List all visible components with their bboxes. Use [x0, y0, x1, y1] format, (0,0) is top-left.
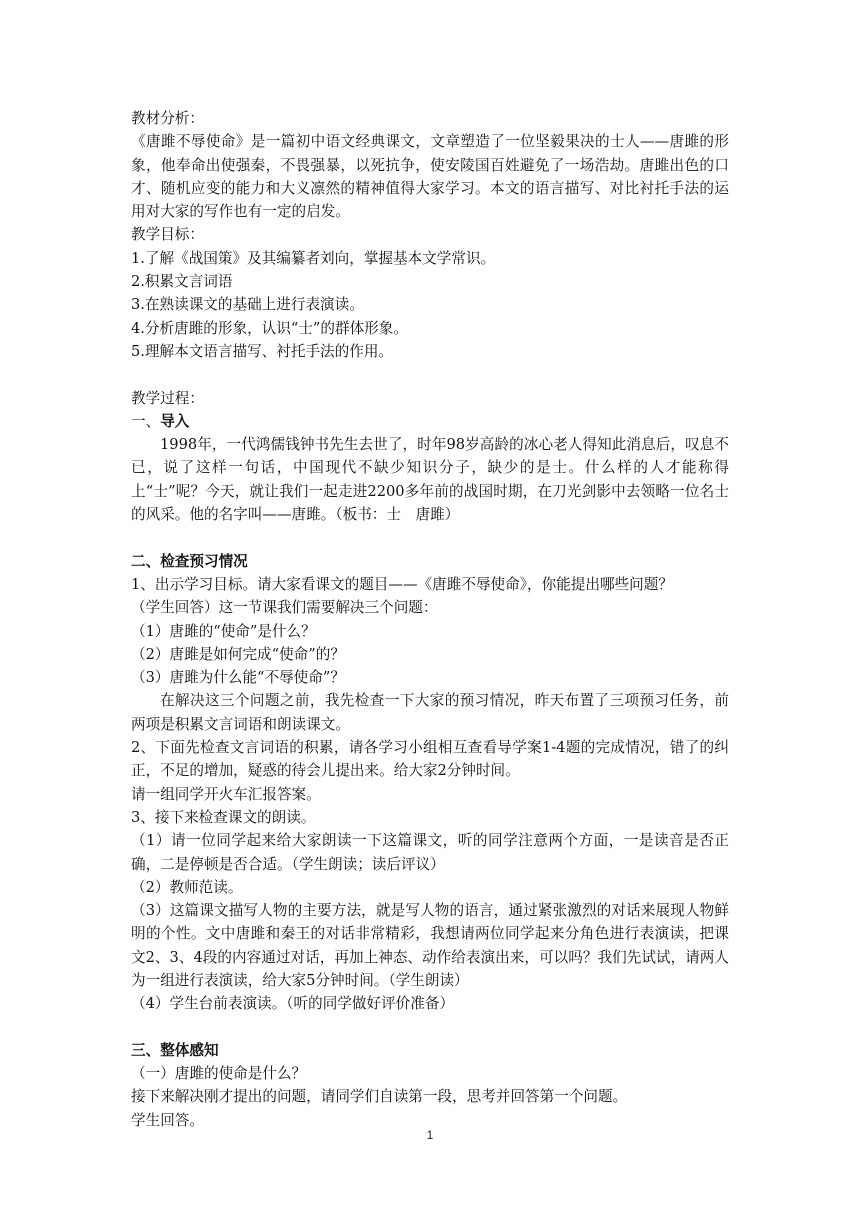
section-1-number: 一、 [131, 412, 161, 430]
section-2-title [131, 550, 729, 573]
section-2-p5: 请一组同学开火车汇报答案。 [131, 785, 321, 803]
section-2-question-3: （3）唐雎为什么能“不辱使命”？ [131, 669, 345, 687]
section-2-p2: （学生回答）这一节课我们需要解决三个问题： [131, 599, 438, 617]
goal-item-3: 3.在熟读课文的基础上进行表演读。 [131, 296, 364, 314]
page-number: 1 [426, 1128, 434, 1142]
section-2-question-1: （1）唐雎的“使命”是什么？ [131, 622, 316, 640]
section-3-p1: 接下来解决刚才提出的问题，请同学们自读第一段，思考并回答第一个问题。 [131, 1088, 628, 1106]
section-1-title [131, 410, 729, 433]
section-2-title-text: 检查预习情况 [160, 552, 248, 570]
goals-heading: 教学目标： [131, 226, 204, 244]
spacer [131, 1016, 729, 1039]
goal-item-5: 5.理解本文语言描写、衬托手法的作用。 [131, 342, 394, 360]
goal-item-1: 1.了解《战国策》及其编纂者刘向，掌握基本文学常识。 [131, 249, 496, 267]
section-3-sub-1: （一）唐雎的使命是什么？ [131, 1065, 307, 1083]
section-2-p1: 1、出示学习目标。请大家看课文的题目——《唐雎不辱使命》，你能提出哪些问题？ [131, 575, 673, 593]
section-2-reading-4: （4）学生台前表演读。（听的同学做好评价准备） [131, 995, 455, 1013]
section-3-title-text: 整体感知 [160, 1041, 219, 1059]
section-1-body: 1998年，一代鸿儒钱钟书先生去世了，时年98岁高龄的冰心老人得知此消息后，叹息不已，说了这样一句话，中国现代不缺少知识分子，缺少的是士。什么样的人才能称得上“士”呢？今天，就让我们一起走进2200多年前的战国时期，在刀光剑影中去领略一位名士的风采。他的名字叫——唐雎。（板书：士 唐雎） [131, 436, 729, 524]
spacer [131, 363, 729, 386]
section-2-p3: 在解决这三个问题之前，我先检查一下大家的预习情况，昨天布置了三项预习任务，前两项是积累文言词语和朗读课文。 [131, 692, 729, 733]
analysis-body: 《唐雎不辱使命》是一篇初中语文经典课文，文章塑造了一位坚毅果决的士人——唐雎的形象，他奉命出使强秦，不畏强暴，以死抗争，使安陵国百姓避免了一场浩劫。唐雎出色的口才、随机应变的能力和大义凛然的精神值得大家学习。本文的语言描写、对比衬托手法的运用对大家的写作也有一定的启发。 [131, 133, 729, 221]
section-3-number: 三、 [131, 1041, 161, 1059]
section-2-p6: 3、接下来检查课文的朗读。 [131, 808, 316, 826]
section-2-p4: 2、下面先检查文言词语的积累，请各学习小组相互查看导学案1-4题的完成情况，错了的纠正，不足的增加，疑惑的待会儿提出来。给大家2分钟时间。 [131, 739, 729, 780]
goal-item-2: 2.积累文言词语 [131, 273, 233, 291]
section-2-reading-1: （1）请一位同学起来给大家朗读一下这篇课文，听的同学注意两个方面，一是读音是否正确，二是停顿是否合适。（学生朗读；读后评议） [131, 832, 729, 873]
document-body [131, 107, 729, 1132]
section-2-reading-2: （2）教师范读。 [131, 878, 243, 896]
section-3-p2: 学生回答。 [131, 1111, 204, 1129]
analysis-heading: 教材分析： [131, 110, 204, 127]
section-2-reading-3: （3）这篇课文描写人物的主要方法，就是写人物的语言，通过紧张激烈的对话来展现人物鲜明的个性。文中唐雎和秦王的对话非常精彩，我想请两位同学起来分角色进行表演读，把课文2、3、4段的内容通过对话，再加上神态、动作给表演出来，可以吗？我们先试试，请两人为一组进行表演读，给大家5分钟时间。（学生朗读） [131, 902, 729, 989]
spacer [131, 526, 729, 549]
section-3-title [131, 1039, 729, 1062]
process-heading: 教学过程： [131, 389, 204, 407]
goal-item-4: 4.分析唐雎的形象，认识“士”的群体形象。 [131, 319, 408, 337]
section-2-question-2: （2）唐雎是如何完成“使命”的？ [131, 645, 345, 663]
section-1-title-text: 导入 [160, 412, 190, 430]
section-2-number: 二、 [131, 552, 161, 570]
